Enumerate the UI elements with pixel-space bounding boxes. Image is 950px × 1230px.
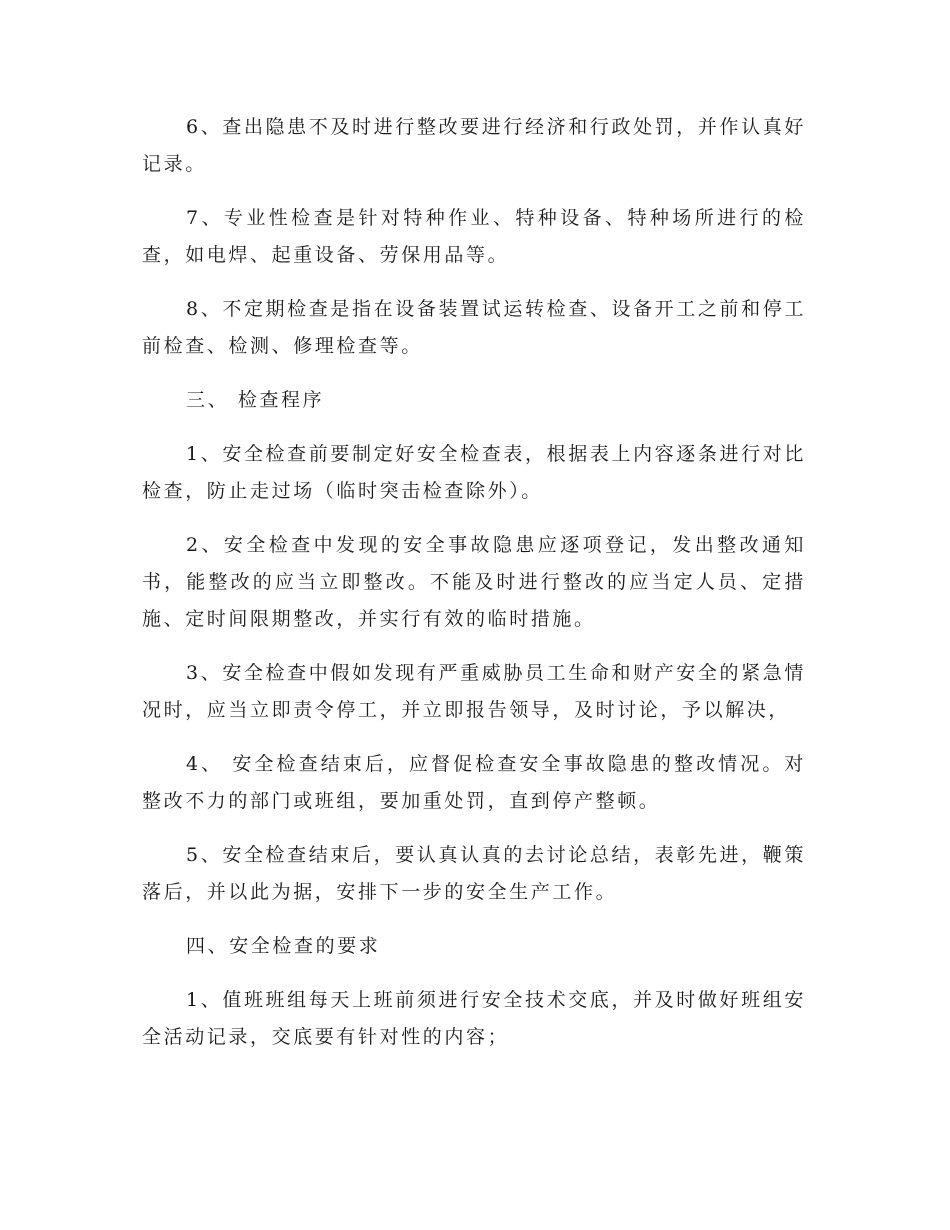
paragraph-procedure-5: 5、安全检查结束后，要认真认真的去讨论总结，表彰先进，鞭策落后，并以此为据，安排下一步的安全生产工作。 — [142, 844, 806, 903]
document-page — [142, 109, 806, 1073]
section-heading-inspection-procedure: 三、 检查程序 — [186, 389, 325, 411]
paragraph-procedure-3: 3、安全检查中假如发现有严重威胁员工生命和财产安全的紧急情况时，应当立即责令停工，并立即报告领导，及时讨论，予以解决， — [142, 662, 806, 721]
paragraph-procedure-1: 1、安全检查前要制定好安全检查表，根据表上内容逐条进行对比检查，防止走过场（临时突击检查除外）。 — [142, 443, 806, 502]
paragraph-requirement-1: 1、值班班组每天上班前须进行安全技术交底，并及时做好班组安全活动记录，交底要有针对性的内容； — [142, 989, 806, 1048]
paragraph-procedure-4: 4、 安全检查结束后，应督促检查安全事故隐患的整改情况。对整改不力的部门或班组，要加重处罚，直到停产整顿。 — [142, 753, 806, 812]
paragraph-procedure-2: 2、安全检查中发现的安全事故隐患应逐项登记，发出整改通知书，能整改的应当立即整改。不能及时进行整改的应当定人员、定措施、定时间限期整改，并实行有效的临时措施。 — [142, 534, 806, 630]
paragraph-item-7: 7、专业性检查是针对特种作业、特种设备、特种场所进行的检查，如电焊、起重设备、劳保用品等。 — [142, 207, 806, 266]
section-heading-inspection-requirements: 四、安全检查的要求 — [186, 935, 381, 957]
paragraph-item-6: 6、查出隐患不及时进行整改要进行经济和行政处罚，并作认真好记录。 — [142, 116, 806, 175]
paragraph-item-8: 8、不定期检查是指在设备装置试运转检查、设备开工之前和停工前检查、检测、修理检查等。 — [142, 298, 806, 357]
